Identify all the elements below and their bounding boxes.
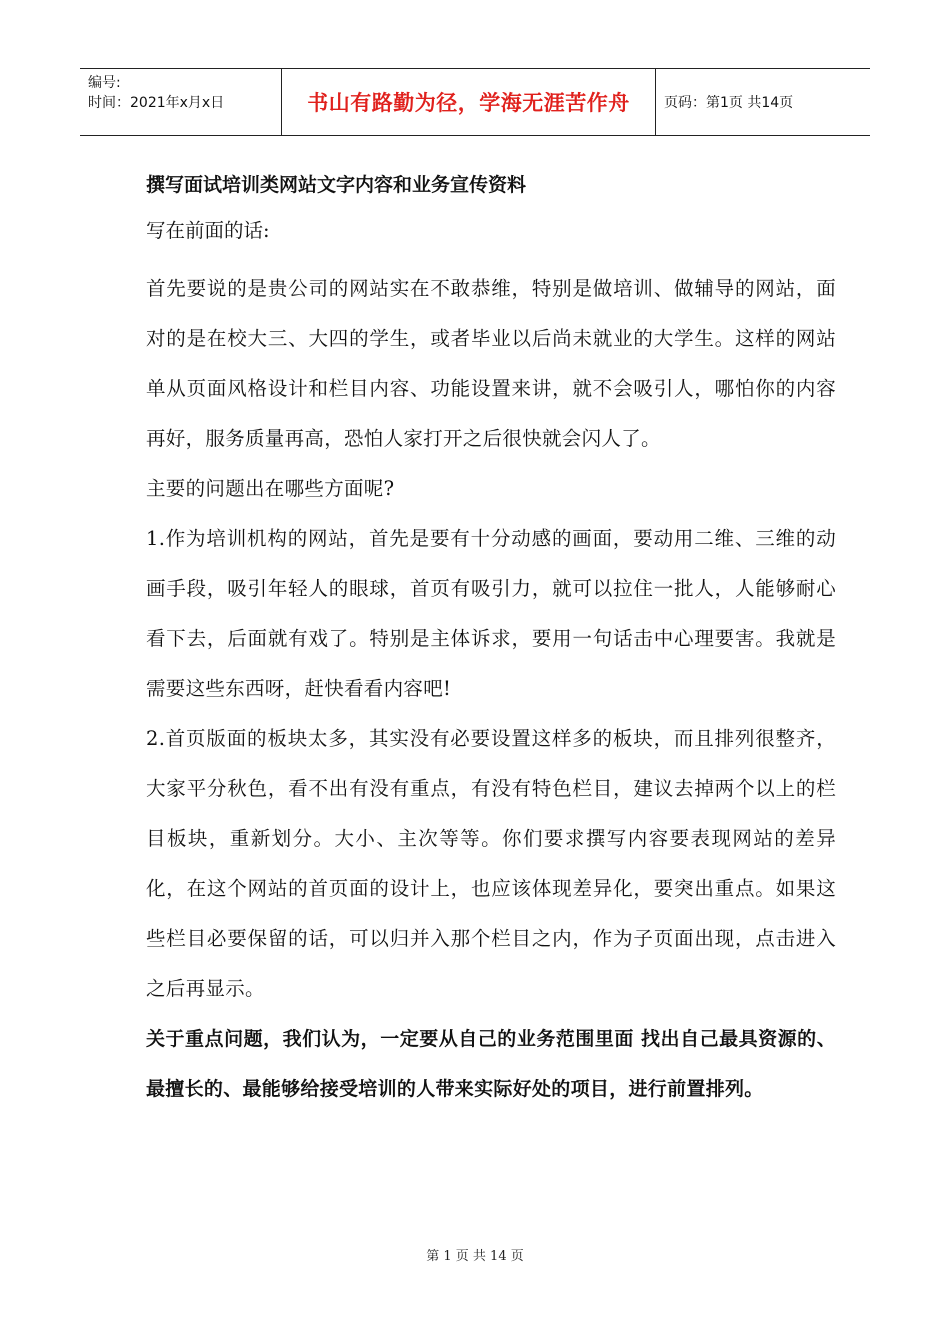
motto-text: 书山有路勤为径，学海无涯苦作舟 [307,91,630,115]
time-label: 时间：2021年x月x日 [88,95,225,111]
document-body [146,170,836,1114]
page-footer: 第 1 页 共 14 页 [426,1249,524,1264]
page-info: 页码：第1页 共14页 [664,95,794,111]
number-label: 编号: [88,75,121,91]
paragraph-3: 1.作为培训机构的网站，首先是要有十分动感的画面，要动用二维、三维的动画手段，吸引年轻人的眼球，首页有吸引力，就可以拉住一批人，人能够耐心看下去，后面就有戏了。特别是主体诉求，要用一句话击中心理要害。我就是需要这些东西呀，赶快看看内容吧! [146,527,836,700]
intro-line: 写在前面的话: [146,219,270,242]
header-table [80,68,870,136]
header-meta [80,69,281,135]
header-page-cell [656,69,870,135]
paragraph-2: 主要的问题出在哪些方面呢? [146,477,395,500]
document-title: 撰写面试培训类网站文字内容和业务宣传资料 [146,174,527,196]
bold-paragraph: 关于重点问题，我们认为，一定要从自己的业务范围里面 找出自己最具资源的、最擅长的、最能够给接受培训的人带来实际好处的项目，进行前置排列。 [146,1028,836,1100]
header-motto-cell [281,69,656,135]
paragraph-1: 首先要说的是贵公司的网站实在不敢恭维，特别是做培训、做辅导的网站，面对的是在校大三、大四的学生，或者毕业以后尚未就业的大学生。这样的网站单从页面风格设计和栏目内容、功能设置来讲，就不会吸引人，哪怕你的内容再好，服务质量再高，恐怕人家打开之后很快就会闪人了。 [146,277,836,450]
paragraph-4: 2.首页版面的板块太多，其实没有必要设置这样多的板块，而且排列很整齐，大家平分秋色，看不出有没有重点，有没有特色栏目，建议去掉两个以上的栏目板块，重新划分。大小、主次等等。你们要求撰写内容要表现网站的差异化，在这个网站的首页面的设计上，也应该体现差异化，要突出重点。如果这些栏目必要保留的话，可以归并入那个栏目之内，作为子页面出现，点击进入之后再显示。 [146,727,836,1000]
